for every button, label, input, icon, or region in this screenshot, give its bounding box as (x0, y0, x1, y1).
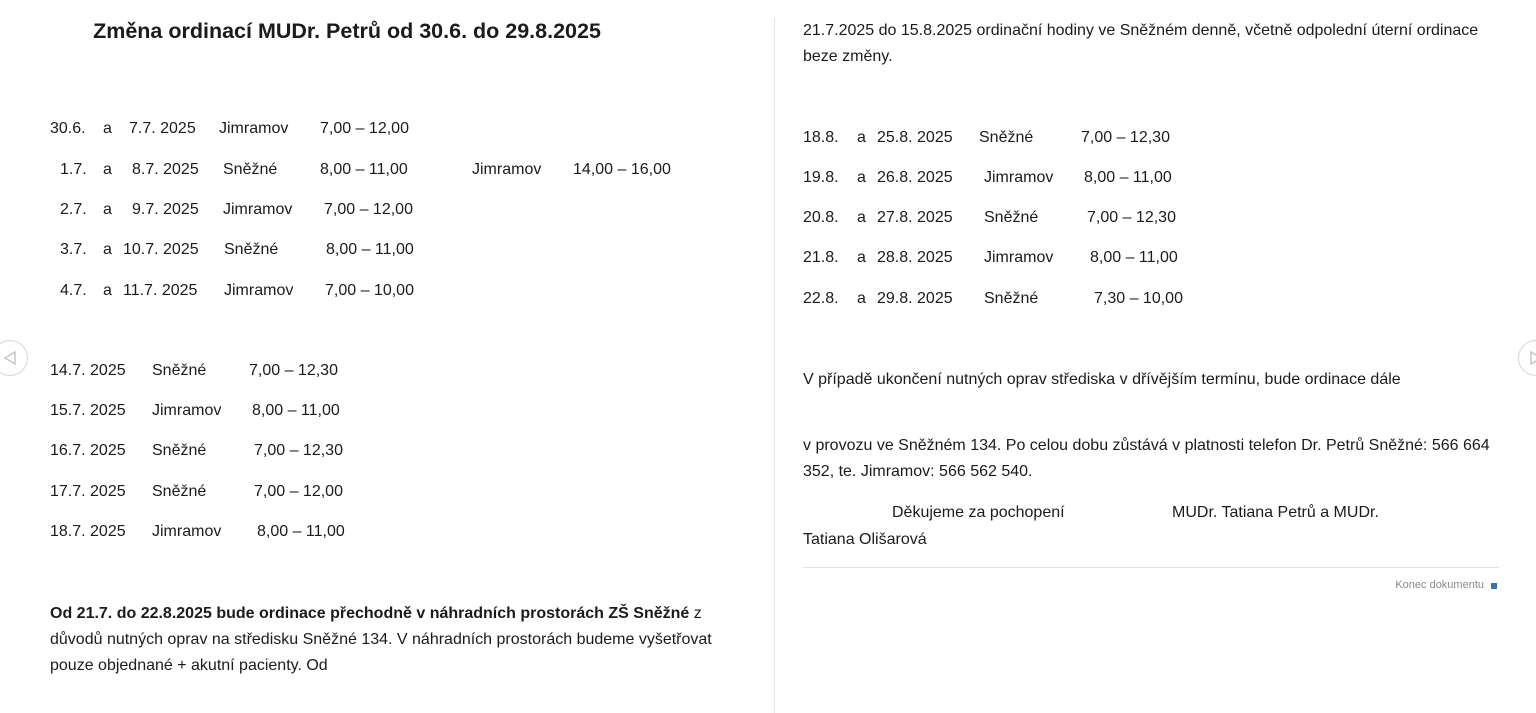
location: Jimramov (984, 249, 1054, 266)
date-from: 3.7. (60, 241, 87, 258)
date-from: 1.7. (60, 161, 87, 178)
notice-paragraph (50, 601, 750, 679)
hours: 7,00 – 12,30 (249, 362, 338, 379)
end-of-document-label: Konec dokumentu (1395, 579, 1484, 591)
conjunction: a (857, 209, 866, 226)
page-divider (774, 18, 775, 713)
thanks-text: Děkujeme za pochopení (892, 504, 1065, 521)
location: Sněžné (224, 241, 279, 258)
conjunction: a (857, 249, 866, 266)
previous-page-button[interactable] (0, 340, 28, 376)
location: Sněžné (979, 129, 1034, 146)
conjunction: a (103, 201, 112, 218)
conjunction: a (103, 282, 112, 299)
date: 17.7. 2025 (50, 483, 126, 500)
date: 15.7. 2025 (50, 402, 126, 419)
location: Sněžné (152, 362, 207, 379)
date: 16.7. 2025 (50, 442, 126, 459)
location: Sněžné (984, 290, 1039, 307)
date-from: 2.7. (60, 201, 87, 218)
notice-text: z důvodů nutných oprav na středisku Sněžné 134. V náhradních prostorách budeme vyšetřovat pouze objednané + akutní pacienty. Od (50, 605, 712, 674)
location-afternoon: Jimramov (472, 161, 542, 178)
location: Sněžné (152, 442, 207, 459)
date-to: 26.8. 2025 (877, 169, 953, 186)
hours: 7,00 – 12,00 (254, 483, 343, 500)
date-from: 30.6. (50, 120, 86, 137)
date: 14.7. 2025 (50, 362, 126, 379)
date-from: 19.8. (803, 169, 839, 186)
hours: 7,00 – 12,30 (254, 442, 343, 459)
date-from: 22.8. (803, 290, 839, 307)
hours: 8,00 – 11,00 (326, 241, 414, 258)
location: Sněžné (984, 209, 1039, 226)
location: Sněžné (152, 483, 207, 500)
date-to: 11.7. 2025 (123, 282, 198, 299)
hours: 8,00 – 11,00 (257, 523, 345, 540)
hours: 7,30 – 10,00 (1094, 290, 1183, 307)
location: Jimramov (152, 523, 222, 540)
hours: 7,00 – 10,00 (325, 282, 414, 299)
location: Sněžné (223, 161, 278, 178)
hours: 8,00 – 11,00 (1084, 169, 1172, 186)
hours: 7,00 – 12,30 (1087, 209, 1176, 226)
chevron-left-icon (4, 351, 16, 365)
date-to: 7.7. 2025 (129, 120, 196, 137)
location: Jimramov (984, 169, 1054, 186)
location: Jimramov (223, 201, 293, 218)
end-of-document-marker-icon (1491, 583, 1497, 589)
signature-line-2: Tatiana Olišarová (803, 531, 927, 548)
location: Jimramov (224, 282, 294, 299)
hours: 8,00 – 11,00 (252, 402, 340, 419)
date-from: 21.8. (803, 249, 839, 266)
date-to: 8.7. 2025 (132, 161, 199, 178)
conjunction: a (103, 161, 112, 178)
hours: 7,00 – 12,00 (324, 201, 413, 218)
date-from: 4.7. (60, 282, 87, 299)
chevron-right-icon (1530, 351, 1536, 365)
conjunction: a (103, 241, 112, 258)
date-to: 9.7. 2025 (132, 201, 199, 218)
hours: 7,00 – 12,30 (1081, 129, 1170, 146)
hours: 7,00 – 12,00 (320, 120, 409, 137)
date-to: 25.8. 2025 (877, 129, 953, 146)
signature-line-1: MUDr. Tatiana Petrů a MUDr. (1172, 504, 1379, 521)
date-to: 27.8. 2025 (877, 209, 953, 226)
location: Jimramov (152, 402, 222, 419)
date-from: 18.8. (803, 129, 839, 146)
date-from: 20.8. (803, 209, 839, 226)
conjunction: a (857, 169, 866, 186)
notice-continued: 21.7.2025 do 15.8.2025 ordinační hodiny ve Sněžném denně, včetně odpolední úterní ordinace beze změny. (803, 22, 1479, 65)
date-to: 29.8. 2025 (877, 290, 953, 307)
date-to: 10.7. 2025 (123, 241, 199, 258)
location: Jimramov (219, 120, 289, 137)
conjunction: a (857, 129, 866, 146)
closing-paragraph-1: V případě ukončení nutných oprav střediska v dřívějším termínu, bude ordinace dále (803, 371, 1401, 388)
next-page-button[interactable] (1518, 340, 1536, 376)
date-to: 28.8. 2025 (877, 249, 953, 266)
conjunction: a (103, 120, 112, 137)
conjunction: a (857, 290, 866, 307)
hours: 8,00 – 11,00 (320, 161, 408, 178)
date: 18.7. 2025 (50, 523, 126, 540)
end-of-document-rule (803, 567, 1499, 568)
document-title: Změna ordinací MUDr. Petrů od 30.6. do 29.8.2025 (93, 19, 601, 43)
hours: 8,00 – 11,00 (1090, 249, 1178, 266)
closing-paragraph-2: v provozu ve Sněžném 134. Po celou dobu zůstává v platnosti telefon Dr. Petrů Sněžné: 566 664 352, te. Jimramov: 566 562 540. (803, 437, 1490, 480)
hours-afternoon: 14,00 – 16,00 (573, 161, 671, 178)
notice-bold: Od 21.7. do 22.8.2025 bude ordinace přechodně v náhradních prostorách ZŠ Sněžné (50, 605, 690, 622)
